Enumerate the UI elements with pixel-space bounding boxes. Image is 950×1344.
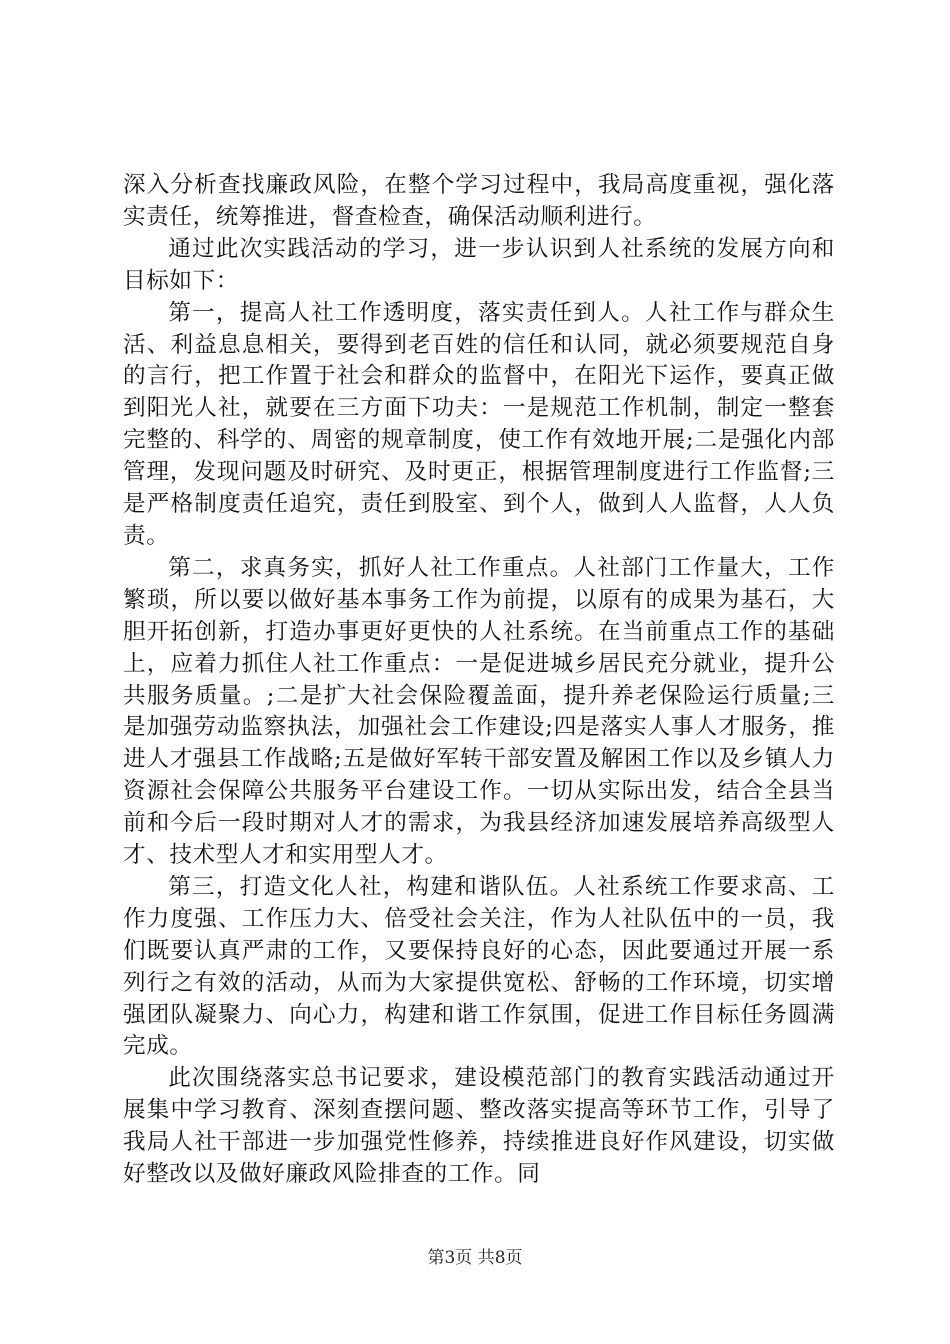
page-number-label: 第3页 共8页 — [427, 1248, 523, 1268]
page-footer — [0, 1243, 950, 1268]
paragraph-4: 第二，求真务实，抓好人社工作重点。人社部门工作量大，工作繁琐，所以要以做好基本事务工作为前提，以原有的成果为基石，大胆开拓创新，打造办事更好更快的人社系统。在当前重点工作的基础上，应着力抓住人社工作重点：一是促进城乡居民充分就业，提升公共服务质量。;二是扩大社会保险覆盖面，提升养老保险运行质量;三是加强劳动监察执法，加强社会工作建设;四是落实人事人才服务，推进人才强县工作战略;五是做好军转干部安置及解困工作以及乡镇人力资源社会保障公共服务平台建设工作。一切从实际出发，结合全县当前和今后一段时期对人才的需求，为我县经济加速发展培养高级型人才、技术型人才和实用型人才。 — [123, 554, 835, 869]
paragraph-3: 第一，提高人社工作透明度，落实责任到人。人社工作与群众生活、利益息息相关，要得到老百姓的信任和认同，就必须要规范自身的言行，把工作置于社会和群众的监督中，在阳光下运作，要真正做到阳光人社，就要在三方面下功夫：一是规范工作机制，制定一整套完整的、科学的、周密的规章制度，使工作有效地开展;二是强化内部管理，发现问题及时研究、及时更正，根据管理制度进行工作监督;三是严格制度责任追究，责任到股室、到个人，做到人人监督，人人负责。 — [123, 299, 835, 549]
paragraph-1: 深入分析查找廉政风险，在整个学习过程中，我局高度重视，强化落实责任，统筹推进，督查检查，确保活动顺利进行。 — [123, 172, 835, 230]
paragraph-2: 通过此次实践活动的学习，进一步认识到人社系统的发展方向和目标如下： — [123, 235, 835, 294]
document-body — [123, 170, 835, 1191]
paragraph-6: 此次围绕落实总书记要求，建设模范部门的教育实践活动通过开展集中学习教育、深刻查摆问题、整改落实提高等环节工作，引导了我局人社干部进一步加强党性修养，持续推进良好作风建设，切实做好整改以及做好廉政风险排查的工作。同 — [123, 1065, 835, 1188]
paragraph-5: 第三，打造文化人社，构建和谐队伍。人社系统工作要求高、工作力度强、工作压力大、倍受社会关注，作为人社队伍中的一员，我们既要认真严肃的工作，又要保持良好的心态，因此要通过开展一系列行之有效的活动，从而为大家提供宽松、舒畅的工作环境，切实增强团队凝聚力、向心力，构建和谐工作氛围，促进工作目标任务圆满完成。 — [123, 873, 835, 1060]
